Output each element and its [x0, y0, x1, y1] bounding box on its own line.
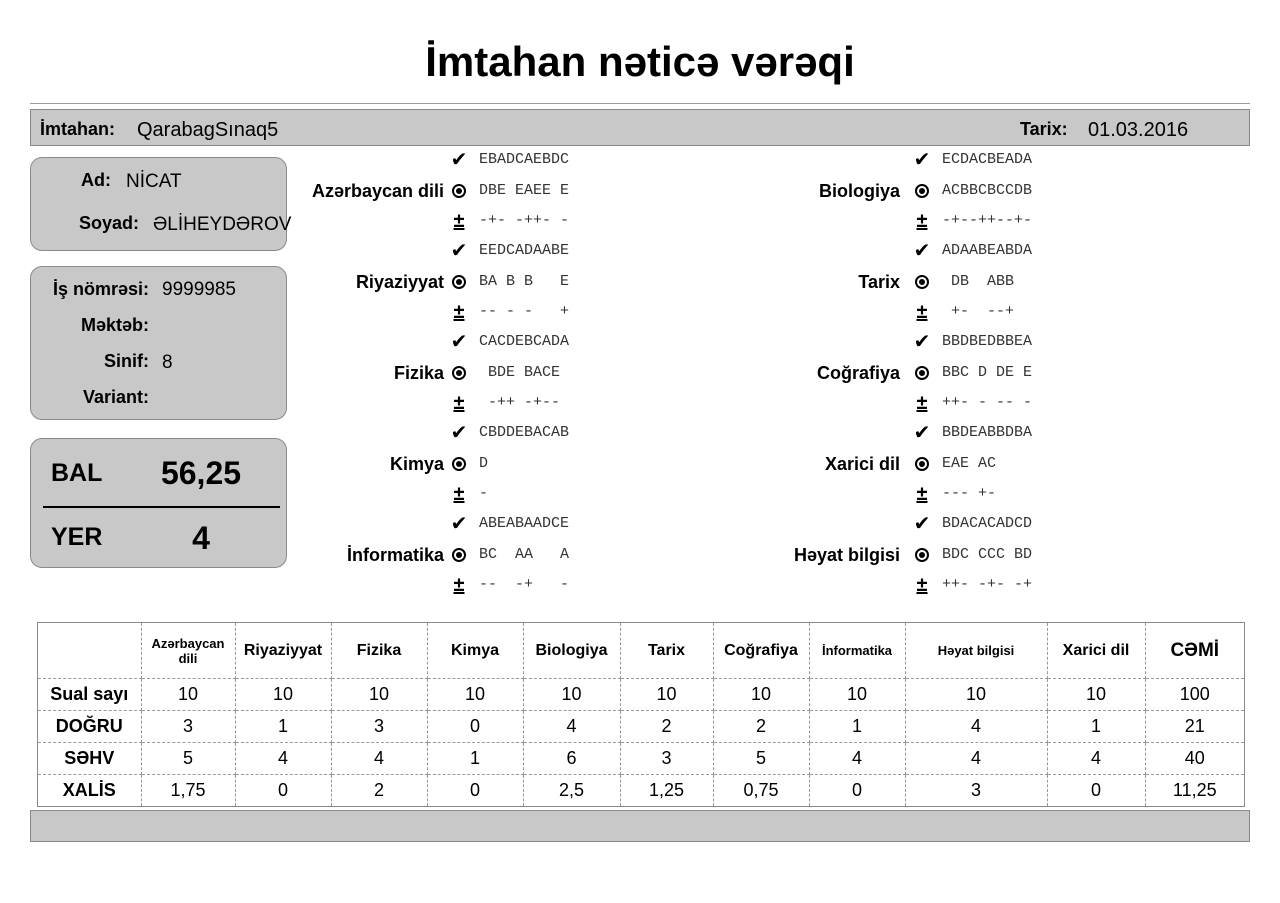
table-cell: 1 [809, 711, 905, 743]
table-cell: 4 [235, 743, 331, 775]
check-icon: ✔ [450, 331, 468, 353]
answer-marks: - [479, 485, 489, 502]
answer-marks: ++- -+- -+ [942, 576, 1033, 593]
table-cell: 5 [141, 743, 235, 775]
radio-dot-icon [912, 362, 932, 384]
radio-dot-icon [449, 271, 469, 293]
subject-name: Coğrafiya [816, 363, 900, 383]
subject-name: Riyaziyyat [355, 272, 444, 292]
header-cell: Riyaziyyat [235, 623, 331, 679]
table-corner [38, 623, 141, 679]
check-icon: ✔ [450, 422, 468, 444]
header-cell-total: CƏMİ [1145, 623, 1244, 679]
student-box [30, 157, 292, 251]
table-cell: 10 [235, 679, 331, 711]
table-cell: 10 [141, 679, 235, 711]
table-cell: 0,75 [713, 775, 809, 806]
table-cell: 0 [427, 775, 523, 806]
subject-name: Xarici dil [824, 454, 900, 474]
table-cell: 2 [620, 711, 713, 743]
answer-marks: -+- -++- - [479, 212, 570, 229]
answer-answers: ACBBCBCCDB [942, 181, 1033, 199]
radio-dot-icon [912, 453, 932, 475]
row-label: DOĞRU [38, 711, 141, 743]
table-cell: 3 [141, 711, 235, 743]
answer-key: ABEABAADCE [479, 515, 570, 532]
class-label: Sinif: [104, 351, 149, 371]
table-cell: 10 [427, 679, 523, 711]
subject-name: Fizika [393, 363, 444, 383]
name-label: Ad: [81, 170, 111, 190]
answer-marks: -- -+ - [479, 576, 570, 593]
surname-label: Soyad: [78, 213, 139, 233]
table-cell: 1 [1047, 711, 1145, 743]
radio-dot-icon [449, 453, 469, 475]
bal-value: 56,25 [160, 455, 242, 491]
answer-answers: BBC D DE E [942, 363, 1033, 381]
check-icon: ✔ [913, 331, 931, 353]
exam-bar [30, 109, 1250, 146]
table-cell: 4 [331, 743, 427, 775]
yer-label: YER [51, 523, 103, 551]
radio-dot-icon [912, 180, 932, 202]
work-no-value: 9999985 [162, 279, 236, 300]
exam-label: İmtahan: [40, 119, 116, 139]
answer-answers: DB ABB [942, 272, 1015, 290]
table-cell: 10 [620, 679, 713, 711]
subject-name: İnformatika [346, 545, 444, 565]
table-cell: 100 [1145, 679, 1244, 711]
answer-marks: -- - - + [479, 303, 570, 320]
variant-label: Variant: [82, 387, 149, 407]
table-cell: 2,5 [523, 775, 620, 806]
subject-name: Biologiya [818, 181, 900, 201]
radio-dot-icon [912, 271, 932, 293]
table-cell: 1 [427, 743, 523, 775]
table-cell: 10 [809, 679, 905, 711]
table-cell: 0 [1047, 775, 1145, 806]
plus-minus-icon: ± [916, 392, 928, 414]
header-cell: Xarici dil [1047, 623, 1145, 679]
row-label: Sual sayı [38, 679, 141, 711]
table-cell: 2 [331, 775, 427, 806]
table-cell: 40 [1145, 743, 1244, 775]
class-value: 8 [162, 352, 173, 373]
check-icon: ✔ [913, 240, 931, 262]
subject-name: Həyat bilgisi [793, 545, 900, 565]
answer-marks: ++- - -- - [942, 394, 1033, 411]
answer-key: BBDBEDBBEA [942, 333, 1033, 350]
table-cell: 1,25 [620, 775, 713, 806]
table-cell: 10 [1047, 679, 1145, 711]
summary-table [37, 622, 1245, 807]
table-header-row [38, 623, 1244, 679]
check-icon: ✔ [450, 513, 468, 535]
page-title: İmtahan nəticə vərəqi [425, 38, 855, 85]
radio-dot-icon [449, 544, 469, 566]
table-cell: 21 [1145, 711, 1244, 743]
table-cell: 4 [1047, 743, 1145, 775]
exam-value: QarabagSınaq5 [137, 119, 279, 141]
table-row [38, 679, 1244, 711]
radio-dot-icon [912, 544, 932, 566]
subject-name: Kimya [389, 454, 444, 474]
plus-minus-icon: ± [453, 574, 465, 596]
answer-answers: EAE AC [942, 454, 997, 472]
table-cell: 10 [523, 679, 620, 711]
plus-minus-icon: ± [916, 483, 928, 505]
yer-value: 4 [192, 520, 210, 556]
header-cell: Tarix [620, 623, 713, 679]
answer-marks: -++ -+-- [479, 394, 561, 411]
header-cell: Kimya [427, 623, 523, 679]
table-cell: 4 [905, 711, 1047, 743]
answer-key: EBADCAEBDC [479, 151, 570, 168]
answer-answers: BDC CCC BD [942, 545, 1033, 563]
table-cell: 6 [523, 743, 620, 775]
footer-bar [30, 810, 1250, 842]
table-row [38, 743, 1244, 775]
table-row [38, 711, 1244, 743]
header-cell: Fizika [331, 623, 427, 679]
work-no-label: İş nömrəsi: [52, 279, 149, 299]
table-cell: 1 [235, 711, 331, 743]
table-cell: 1,75 [141, 775, 235, 806]
answer-answers: BDE BACE [479, 363, 561, 381]
header-cell: Azərbaycan dili [141, 623, 235, 679]
table-cell: 0 [235, 775, 331, 806]
row-label: XALİS [38, 775, 141, 806]
table-cell: 11,25 [1145, 775, 1244, 806]
answer-key: ADAABEABDA [942, 242, 1033, 259]
plus-minus-icon: ± [453, 301, 465, 323]
answer-answers: BA B B E [479, 272, 570, 290]
table-cell: 4 [905, 743, 1047, 775]
row-label: SƏHV [38, 743, 141, 775]
plus-minus-icon: ± [916, 210, 928, 232]
title-divider [30, 103, 1250, 104]
plus-minus-icon: ± [453, 210, 465, 232]
table-cell: 10 [331, 679, 427, 711]
plus-minus-icon: ± [916, 301, 928, 323]
table-cell: 4 [523, 711, 620, 743]
answer-key: EEDCADAABE [479, 242, 570, 259]
answer-answers: D [479, 454, 489, 472]
table-cell: 10 [905, 679, 1047, 711]
answer-answers: BC AA A [479, 545, 570, 563]
header-cell: Biologiya [523, 623, 620, 679]
table-cell: 0 [809, 775, 905, 806]
plus-minus-icon: ± [453, 392, 465, 414]
answer-key: CACDEBCADA [479, 333, 570, 350]
plus-minus-icon: ± [453, 483, 465, 505]
subject-name: Azərbaycan dili [311, 181, 444, 201]
header-cell: Coğrafiya [713, 623, 809, 679]
table-cell: 2 [713, 711, 809, 743]
date-value: 01.03.2016 [1088, 119, 1189, 141]
table-cell: 5 [713, 743, 809, 775]
answer-key: CBDDEBACAB [479, 424, 570, 441]
answer-key: BDACACADCD [942, 515, 1033, 532]
table-cell: 10 [713, 679, 809, 711]
radio-dot-icon [449, 180, 469, 202]
table-row [38, 775, 1244, 806]
score-divider [43, 506, 280, 508]
school-label: Məktəb: [80, 315, 149, 335]
table-cell: 0 [427, 711, 523, 743]
table-cell: 3 [331, 711, 427, 743]
date-label: Tarix: [1020, 119, 1068, 139]
surname-value: ƏLİHEYDƏROV [153, 214, 292, 235]
check-icon: ✔ [913, 422, 931, 444]
table-cell: 3 [905, 775, 1047, 806]
header-cell: İnformatika [809, 623, 905, 679]
bal-label: BAL [51, 459, 103, 487]
answer-key: BBDEABBDBA [942, 424, 1033, 441]
subject-name: Tarix [858, 272, 900, 292]
table-cell: 3 [620, 743, 713, 775]
radio-dot-icon [449, 362, 469, 384]
check-icon: ✔ [450, 149, 468, 171]
answer-marks: +- --+ [942, 303, 1015, 320]
answer-marks: -+--++--+- [942, 212, 1033, 229]
answer-marks: --- +- [942, 485, 997, 502]
answer-answers: DBE EAEE E [479, 181, 570, 199]
header-cell: Həyat bilgisi [905, 623, 1047, 679]
table-cell: 4 [809, 743, 905, 775]
name-value: NİCAT [126, 171, 182, 192]
check-icon: ✔ [450, 240, 468, 262]
check-icon: ✔ [913, 149, 931, 171]
check-icon: ✔ [913, 513, 931, 535]
plus-minus-icon: ± [916, 574, 928, 596]
answer-key: ECDACBEADA [942, 151, 1033, 168]
